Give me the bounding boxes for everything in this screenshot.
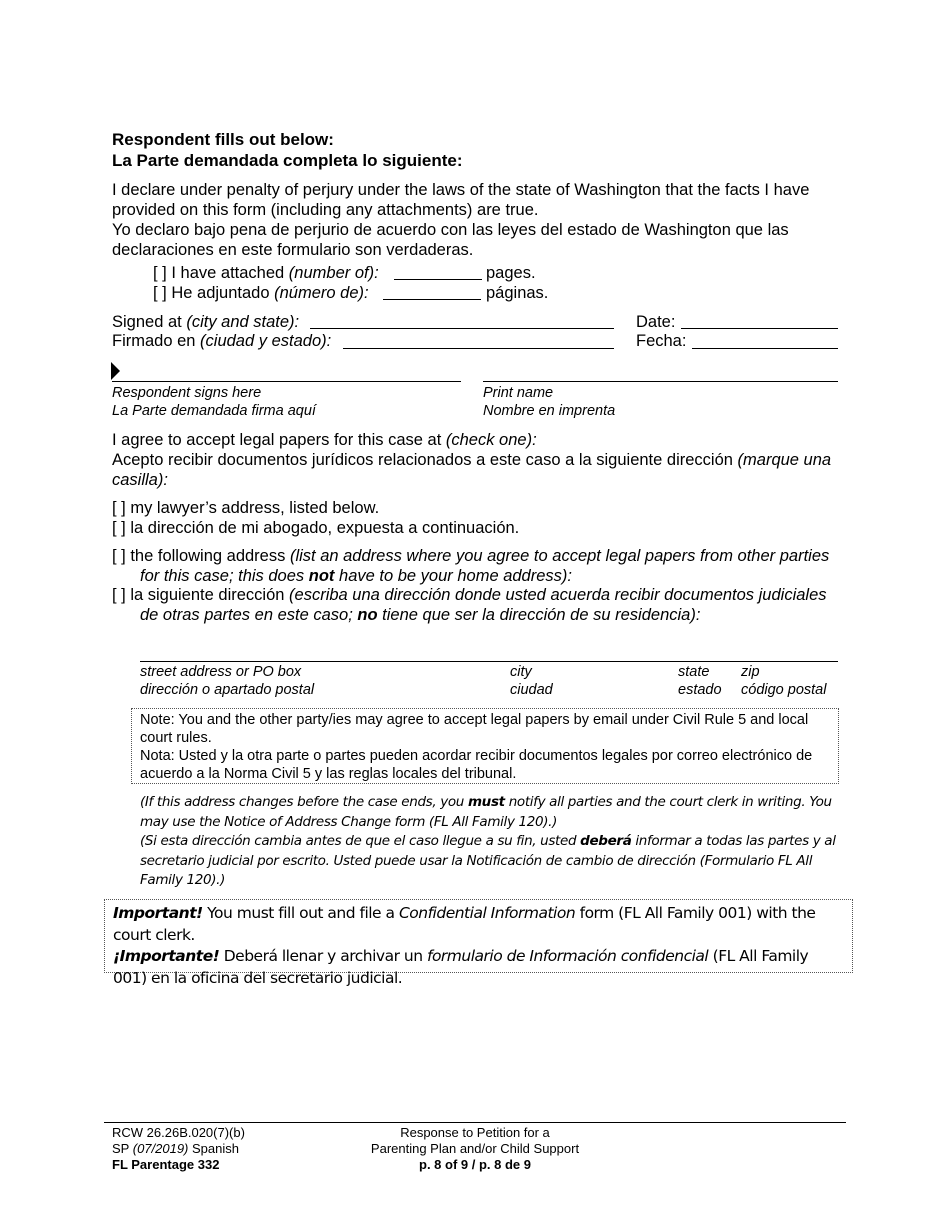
service-intro-en: I agree to accept legal papers for this case at (check one): [112, 431, 537, 449]
date-field-en[interactable] [681, 328, 838, 329]
important-notice [113, 903, 845, 989]
address-field[interactable] [140, 661, 838, 662]
title-es: La Parte demandada completa lo siguiente: [112, 151, 463, 170]
address-change-en: (If this address changes before the case ends, you must notify all parties and the court clerk in writing. You may use the Notice of Address Change form (FL All Family 120).) [140, 794, 832, 830]
attachments-en: [ ] I have attached (number of): [153, 264, 379, 282]
important-es: ¡Importante! Deberá llenar y archivar un formulario de Información confidencial (FL All Family 001) en la oficina del secretario judicial. [113, 947, 809, 987]
title-en: Respondent fills out below: [112, 130, 334, 149]
footer-rcw: RCW 26.26B.020(7)(b) [112, 1125, 245, 1140]
date-field-es[interactable] [692, 348, 838, 349]
street-caption: street address or PO box dirección o apartado postal [140, 664, 315, 698]
signature-field[interactable] [112, 381, 461, 382]
important-en: Important! You must fill out and file a Confidential Information form (FL All Family 001) with the court clerk. [113, 904, 816, 944]
date-label-en: Date: [636, 313, 676, 331]
footer-form-id: FL Parentage 332 [112, 1157, 220, 1172]
email-note-es: Nota: Usted y la otra parte o partes pueden acordar recibir documentos legales por correo electrónico de acuerdo a la Norma Civil 5 y las reglas locales del tribunal. [140, 748, 813, 782]
signed-at-label-es: Firmado en (ciudad y estado): [112, 332, 332, 350]
option-lawyer-address[interactable] [112, 498, 519, 538]
footer-title-1: Response to Petition for a [400, 1125, 550, 1140]
section-title [112, 129, 462, 171]
attach-pages-field-en[interactable] [394, 279, 482, 280]
attach-unit-en: pages. [486, 264, 536, 282]
option-lawyer-es[interactable]: [ ] la dirección de mi abogado, expuesta a continuación. [112, 519, 520, 537]
declaration-en: I declare under penalty of perjury under the laws of the state of Washington that the facts I have provided on this form (including any attachments) are true. [112, 181, 810, 219]
sign-here-arrow-icon [111, 362, 121, 382]
footer-divider [104, 1122, 846, 1123]
attach-pages-field-es[interactable] [383, 299, 481, 300]
address-change-notice [140, 793, 840, 891]
footer-page-number: p. 8 of 9 / p. 8 de 9 [419, 1157, 531, 1172]
footer-center [330, 1125, 620, 1173]
declaration-es: Yo declaro bajo pena de perjurio de acuerdo con las leyes del estado de Washington que las declaraciones en este formulario son verdaderas. [112, 221, 789, 259]
email-note [140, 711, 830, 783]
signature-caption: Respondent signs here La Parte demandada firma aquí [112, 385, 316, 419]
zip-caption: zip código postal [741, 664, 827, 698]
state-caption: state estado [678, 664, 722, 698]
signed-at-label-en: Signed at (city and state): [112, 313, 300, 331]
signed-at-field-es[interactable] [343, 348, 614, 349]
footer-left [112, 1125, 245, 1173]
attach-checkbox-es[interactable]: [ ] [153, 284, 167, 302]
option-following-address-en[interactable]: [ ] the following address (list an address where you agree to accept legal papers from other parties for this case; this does not have to be your home address): [112, 547, 830, 585]
email-note-en: Note: You and the other party/ies may agree to accept legal papers by email under Civil Rule 5 and local court rules. [140, 712, 809, 746]
attachments-es: [ ] He adjuntado (número de): [153, 284, 369, 302]
declaration [112, 180, 840, 260]
attach-unit-es: páginas. [486, 284, 549, 302]
signed-at-field-en[interactable] [310, 328, 614, 329]
footer-title-2: Parenting Plan and/or Child Support [370, 1141, 580, 1156]
print-name-field[interactable] [483, 381, 838, 382]
city-caption: city ciudad [510, 664, 553, 698]
option-lawyer-en[interactable]: [ ] my lawyer’s address, listed below. [112, 499, 380, 517]
print-name-caption: Print name Nombre en imprenta [483, 385, 616, 419]
option-following-address-es[interactable]: [ ] la siguiente dirección (escriba una dirección donde usted acuerda recibir documentos judiciales de otras partes en este caso; no tiene que ser la dirección de su residencia): [112, 586, 827, 624]
attach-checkbox-en[interactable]: [ ] [153, 264, 167, 282]
service-intro [112, 430, 840, 490]
address-change-es: (Si esta dirección cambia antes de que el caso llegue a su fin, usted deberá informar a todas las partes y al secretario judicial por escrito. Usted puede usar la Notificación de cambio de dirección (Formulario FL All Family 120).) [140, 833, 836, 888]
footer-sp: SP (07/2019) Spanish [112, 1141, 239, 1156]
service-intro-es: Acepto recibir documentos jurídicos relacionados a este caso a la siguiente dirección (marque una casilla): [112, 451, 832, 489]
date-label-es: Fecha: [636, 332, 687, 350]
